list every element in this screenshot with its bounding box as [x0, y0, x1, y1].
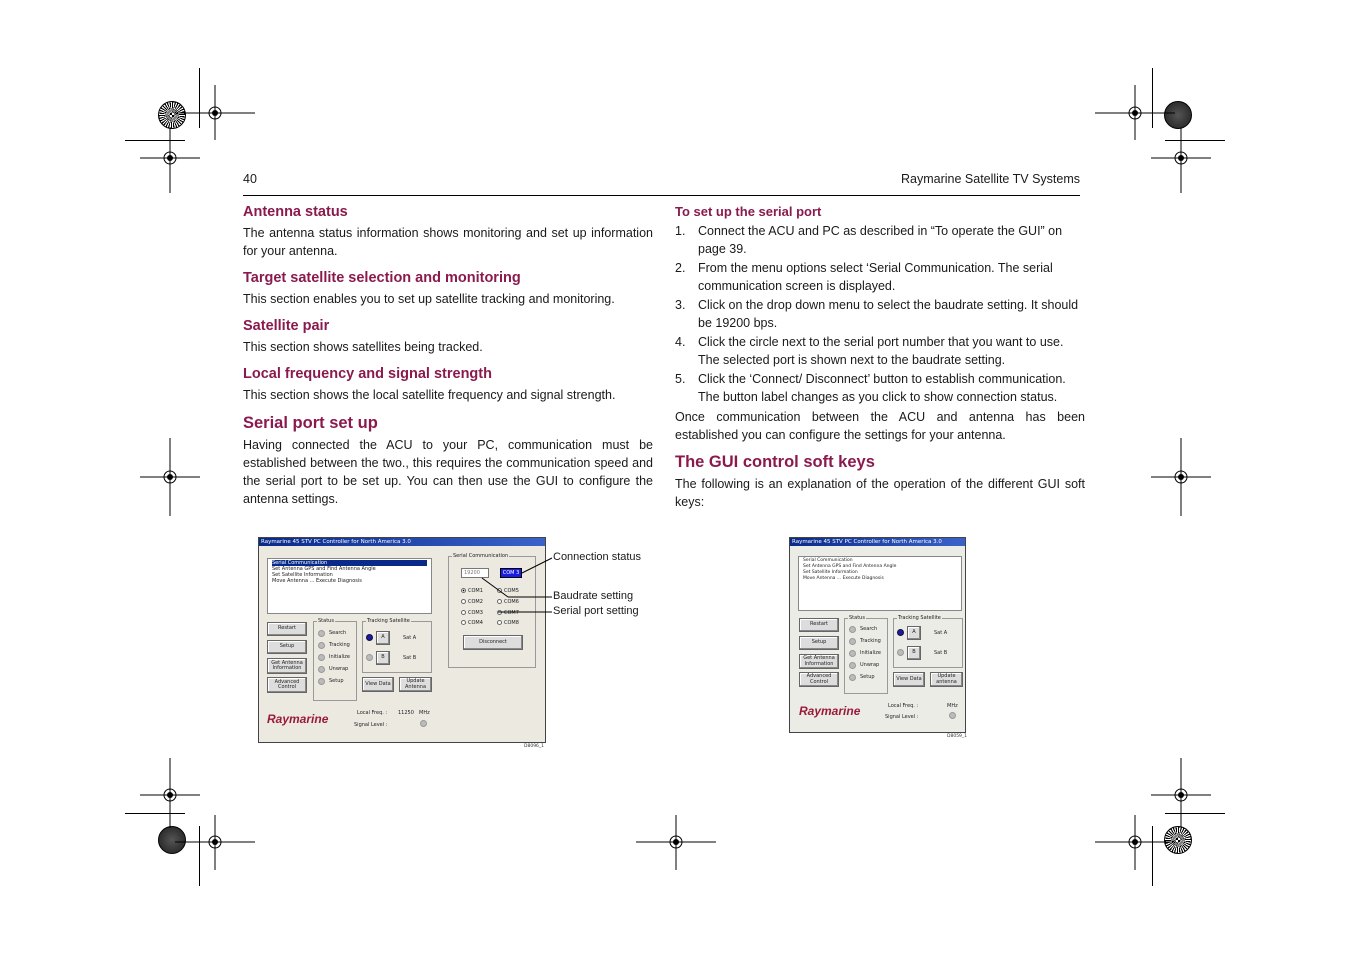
menu-item-move[interactable]: Move Antenna ... Execute Diagnosis — [272, 578, 362, 584]
raymarine-logo: Raymarine — [799, 704, 861, 718]
status-led-icon — [849, 626, 856, 633]
procedure-heading: To set up the serial port — [675, 204, 822, 219]
window-title-bar: Raymarine 45 STV PC Controller for North America 3.0 — [790, 538, 965, 546]
serial-label: Serial Communication — [453, 553, 509, 559]
procedure-closing: Once communication between the ACU and antenna has been established you can configure the settings for your antenna. — [675, 410, 1085, 442]
step-text: Click on the drop down menu to select the baudrate setting. It should be 19200 bps. — [698, 298, 1079, 330]
serial-port-text: Having connected the ACU to your PC, communication must be established between the two., this requires the communication speed and the serial port to be set up. You can then use the GUI to configure the antenna settings. — [243, 438, 653, 506]
sat-a-label: Sat A — [934, 630, 948, 636]
status-led-icon — [318, 654, 325, 661]
procedure-steps — [675, 222, 1085, 406]
target-satellite-heading: Target satellite selection and monitoring — [243, 270, 521, 286]
com8-label: COM8 — [504, 620, 519, 626]
sat-a-button[interactable]: A — [376, 631, 390, 645]
list-item — [675, 333, 1085, 369]
step-text: Connect the ACU and PC as described in “To operate the GUI” on page 39. — [698, 224, 1063, 256]
step-text: From the menu options select ‘Serial Communication. The serial communication screen is displayed. — [698, 261, 1053, 293]
sat-b-label: Sat B — [934, 650, 948, 656]
step-number: 5. — [675, 372, 686, 386]
local-frequency-heading: Local frequency and signal strength — [243, 366, 492, 382]
serial-port-heading: Serial port set up — [243, 414, 378, 432]
window-title-bar: Raymarine 45 STV PC Controller for North America 3.0 — [259, 538, 545, 546]
status-search: Search — [860, 626, 878, 632]
menu-item-gps[interactable]: Set Antenna GPS and Find Antenna Angle — [803, 564, 897, 569]
callout-leaders — [470, 555, 555, 615]
right-column — [675, 203, 1085, 511]
list-item — [675, 259, 1085, 295]
satellite-pair-text: This section shows satellites being tracked. — [243, 340, 483, 354]
signal-level-label: Signal Level : — [885, 714, 919, 720]
crosshair-icon — [140, 128, 200, 193]
status-initialize: Initialize — [329, 654, 350, 660]
status-led-icon — [318, 630, 325, 637]
satellite-pair-heading: Satellite pair — [243, 318, 330, 334]
status-led-icon — [849, 638, 856, 645]
disconnect-button[interactable]: Disconnect — [463, 635, 523, 650]
status-setup: Setup — [329, 678, 344, 684]
view-data-button[interactable]: View Data — [362, 677, 394, 692]
gui-keys-text: The following is an explanation of the operation of the different GUI soft keys: — [675, 477, 1085, 509]
step-number: 3. — [675, 298, 686, 312]
local-freq-value: 11250 — [398, 710, 414, 716]
sat-b-led-icon — [366, 654, 373, 661]
list-item — [675, 222, 1085, 258]
com5-label: COM5 — [504, 588, 519, 594]
crosshair-icon — [175, 815, 255, 870]
sat-b-led-icon — [897, 649, 904, 656]
status-tracking: Tracking — [860, 638, 881, 644]
sat-a-label: Sat A — [403, 635, 417, 641]
local-freq-label: Local Freq. : — [888, 703, 919, 709]
advanced-control-button[interactable]: Advanced Control — [267, 677, 307, 693]
gui-keys-heading: The GUI control soft keys — [675, 453, 875, 471]
sat-a-led-icon — [366, 634, 373, 641]
signal-level-label: Signal Level : — [354, 722, 388, 728]
target-satellite-text: This section enables you to set up satellite tracking and monitoring. — [243, 292, 615, 306]
status-setup: Setup — [860, 674, 875, 680]
menu-item-move[interactable]: Move Antenna ... Execute Diagnosis — [803, 576, 884, 581]
restart-button[interactable]: Restart — [799, 618, 839, 632]
com4-radio[interactable] — [461, 620, 483, 626]
tracking-frame — [893, 615, 963, 668]
status-led-icon — [318, 642, 325, 649]
step-number: 1. — [675, 224, 686, 238]
antenna-status-heading: Antenna status — [243, 204, 348, 220]
setup-button[interactable]: Setup — [267, 640, 307, 654]
running-title: Raymarine Satellite TV Systems — [901, 172, 1080, 186]
raymarine-logo: Raymarine — [267, 712, 329, 726]
sat-b-button[interactable]: B — [907, 646, 921, 660]
local-freq-unit: MHz — [419, 710, 430, 716]
status-unwrap: Unwrap — [860, 662, 880, 668]
view-data-button[interactable]: View Data — [893, 672, 925, 687]
sat-a-led-icon — [897, 629, 904, 636]
local-freq-unit: MHz — [947, 703, 958, 709]
radio-icon — [461, 620, 466, 625]
com1-label: COM1 — [468, 588, 483, 594]
com2-label: COM2 — [468, 599, 483, 605]
menu-list — [267, 558, 432, 614]
crosshair-icon — [140, 438, 200, 516]
com6-label: COM6 — [504, 599, 519, 605]
gui-screenshot-main — [789, 537, 966, 733]
page-number: 40 — [243, 172, 257, 186]
menu-list — [798, 556, 962, 611]
tracking-label: Tracking Satellite — [898, 615, 941, 621]
status-label: Status — [318, 618, 334, 624]
update-antenna-button[interactable]: Update antenna — [930, 672, 963, 687]
window-body — [790, 546, 965, 732]
tracking-frame — [362, 618, 432, 673]
list-item — [675, 370, 1085, 406]
connection-status-badge: COM 3 — [500, 568, 522, 578]
menu-item-serial[interactable]: Serial Communication — [272, 560, 427, 566]
local-frequency-text: This section shows the local satellite frequency and signal strength. — [243, 388, 616, 402]
com4-label: COM4 — [468, 620, 483, 626]
menu-item-gps[interactable]: Set Antenna GPS and Find Antenna Angle — [272, 566, 376, 572]
get-info-button[interactable]: Get Antenna Information — [267, 658, 307, 674]
crosshair-icon — [636, 815, 716, 870]
status-led-icon — [318, 678, 325, 685]
radio-icon — [461, 610, 466, 615]
tracking-label: Tracking Satellite — [367, 618, 410, 624]
signal-led-icon — [420, 720, 427, 727]
restart-button[interactable]: Restart — [267, 622, 307, 636]
crosshair-icon — [1151, 128, 1211, 193]
baudrate-select[interactable]: 19200 — [461, 568, 489, 578]
status-led-icon — [849, 674, 856, 681]
step-number: 2. — [675, 261, 686, 275]
com3-label: COM3 — [468, 610, 483, 616]
status-tracking: Tracking — [329, 642, 350, 648]
get-info-button[interactable]: Get Antenna Information — [799, 654, 839, 669]
sat-a-button[interactable]: A — [907, 626, 921, 640]
status-unwrap: Unwrap — [329, 666, 349, 672]
step-number: 4. — [675, 335, 686, 349]
radio-icon — [461, 588, 466, 593]
figure-code: D8059_1 — [947, 734, 968, 739]
step-text: Click the ‘Connect/ Disconnect’ button to establish communication. The button label changes as you click to show connection status. — [698, 372, 1066, 404]
status-frame — [844, 615, 888, 694]
local-freq-label: Local Freq. : — [357, 710, 388, 716]
setup-button[interactable]: Setup — [799, 636, 839, 650]
left-column — [243, 203, 653, 508]
status-led-icon — [318, 666, 325, 673]
crosshair-icon — [1095, 815, 1175, 870]
status-led-icon — [849, 650, 856, 657]
list-item — [675, 296, 1085, 332]
menu-item-serial[interactable]: Serial Communication — [803, 558, 853, 563]
callout-connection-status: Connection status — [553, 551, 642, 563]
status-search: Search — [329, 630, 347, 636]
com7-label: COM7 — [504, 610, 519, 616]
radio-icon — [461, 599, 466, 604]
status-label: Status — [849, 615, 865, 621]
sat-b-button[interactable]: B — [376, 651, 390, 665]
antenna-status-text: The antenna status information shows monitoring and set up information for your antenna. — [243, 226, 653, 258]
status-frame — [313, 618, 357, 701]
advanced-control-button[interactable]: Advanced Control — [799, 672, 839, 687]
crosshair-icon — [1151, 438, 1211, 516]
figure-code: D8096_1 — [524, 744, 545, 749]
callout-baudrate: Baudrate setting — [553, 590, 634, 602]
status-led-icon — [849, 662, 856, 669]
menu-item-satellite[interactable]: Set Satellite Information — [272, 572, 333, 578]
callout-serial-port: Serial port setting — [553, 605, 639, 617]
step-text: Click the circle next to the serial port number that you want to use. The selected port is shown next to the baudrate setting. — [698, 335, 1064, 367]
status-initialize: Initialize — [860, 650, 881, 656]
menu-item-satellite[interactable]: Set Satellite Information — [803, 570, 858, 575]
update-antenna-button[interactable]: Update Antenna — [399, 677, 432, 692]
radio-icon — [497, 620, 502, 625]
signal-led-icon — [949, 712, 956, 719]
com8-radio[interactable] — [497, 620, 519, 626]
header-rule — [243, 195, 1080, 196]
sat-b-label: Sat B — [403, 655, 417, 661]
